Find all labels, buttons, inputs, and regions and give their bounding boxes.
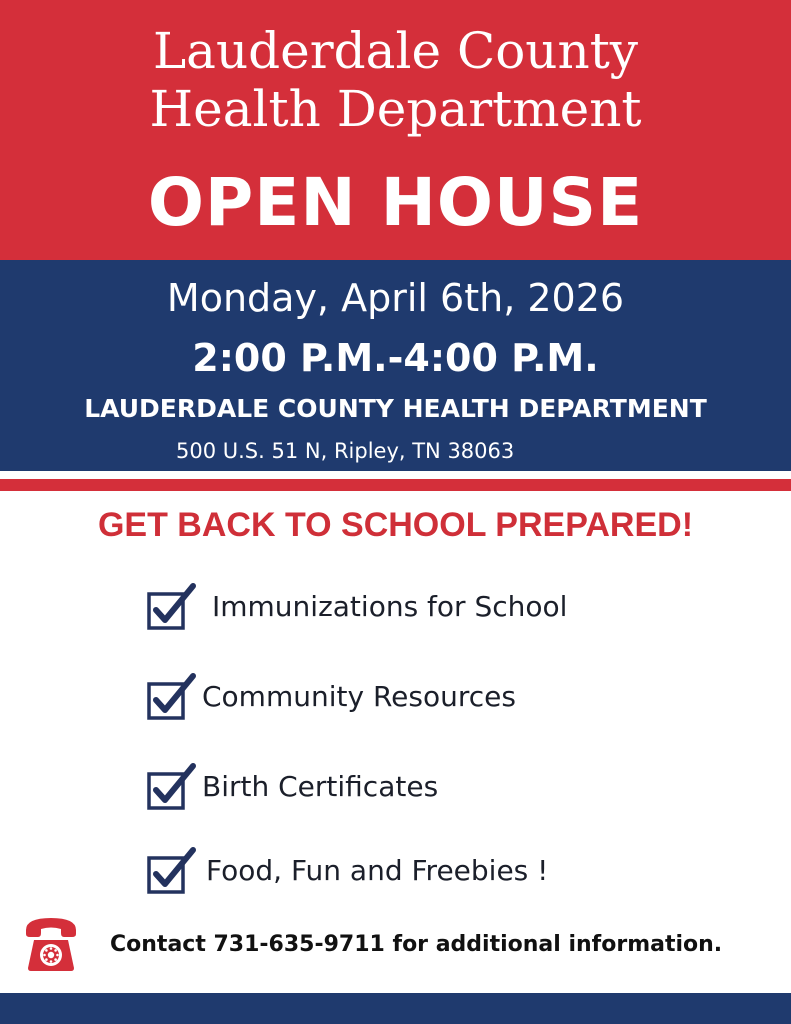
checkbox-checked-icon (146, 582, 198, 632)
checklist-item-label: Community Resources (202, 680, 516, 713)
divider-red-stripe (0, 479, 791, 491)
event-venue: LAUDERDALE COUNTY HEALTH DEPARTMENT (84, 394, 707, 423)
tagline: GET BACK TO SCHOOL PREPARED! (97, 506, 694, 544)
contact-info: Contact 731-635-9711 for additional information. (110, 932, 723, 957)
divider-white-stripe (0, 471, 791, 479)
event-headline: OPEN HOUSE (147, 164, 644, 241)
telephone-icon (22, 910, 80, 972)
checkbox-checked-icon (146, 762, 198, 812)
org-name-line-2: Health Department (149, 80, 642, 138)
header-banner (0, 0, 791, 260)
event-time: 2:00 P.M.-4:00 P.M. (192, 336, 599, 380)
checklist-item-label: Food, Fun and Freebies ! (206, 854, 549, 887)
footer-bar (0, 993, 791, 1024)
checklist-item-label: Birth Certificates (202, 770, 439, 803)
org-name-line-1: Lauderdale County (152, 22, 639, 80)
event-address: 500 U.S. 51 N, Ripley, TN 38063 (176, 439, 515, 463)
checkbox-checked-icon (146, 672, 198, 722)
checklist-item-label: Immunizations for School (212, 590, 568, 623)
checkbox-checked-icon (146, 846, 198, 896)
event-date: Monday, April 6th, 2026 (166, 276, 625, 320)
